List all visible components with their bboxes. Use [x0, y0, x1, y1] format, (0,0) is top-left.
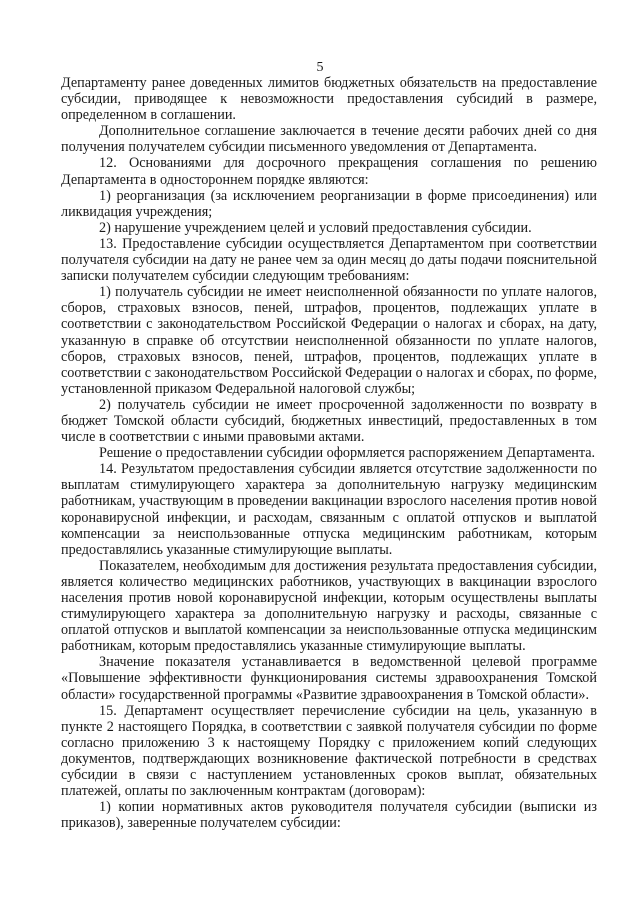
paragraph-additional-agreement: Дополнительное соглашение заключается в течение десяти рабочих дней со дня получения получателем субсидии письменного уведомления от Департамента. [61, 123, 597, 156]
paragraph-13-item-2: 2) получатель субсидии не имеет просроченной задолженности по возврату в бюджет Томской области субсидий, бюджетных инвестиций, предоставленных в том числе в соответствии с иными правовыми актами. [61, 396, 597, 446]
document-body [61, 75, 597, 831]
paragraph-15: 15. Департамент осуществляет перечисление субсидии на цель, указанную в пункте 2 настоящего Порядка, в соответствии с заявкой получателя субсидии по форме согласно приложению 3 к настоящему Порядку с приложением копий следующих документов, подтверждающих возникновение фактической потребности в средствах субсидии в связи с наступлением установленных сроков выплат, обязательных платежей, оплаты по заключенным контрактам (договорам): [61, 702, 597, 800]
page-number: 5 [316, 60, 324, 75]
paragraph-indicator: Показателем, необходимым для достижения результата предоставления субсидии, является количество медицинских работников, участвующих в вакцинации взрослого населения против новой коронавирусной инфекции, которым осуществлены выплаты стимулирующего характера за дополнительную нагрузку и расходы, связанные с оплатой отпусков и выплатой компенсации за неиспользованные отпуска медицинским работникам, которым предоставлялись указанные стимулирующие выплаты. [61, 557, 597, 655]
paragraph-indicator-value: Значение показателя устанавливается в ведомственной целевой программе «Повышение эффективности функционирования системы здравоохранения Томской области» государственной программы «Развитие здравоохранения в Томской области». [61, 654, 597, 703]
paragraph-12-item-1: 1) реорганизация (за исключением реорганизации в форме присоединения) или ликвидация учреждения; [61, 187, 597, 220]
paragraph-12-item-2: 2) нарушение учреждением целей и условий предоставления субсидии. [99, 219, 532, 236]
paragraph-12: 12. Основаниями для досрочного прекращения соглашения по решению Департамента в одностороннем порядке являются: [61, 155, 597, 188]
paragraph-14: 14. Результатом предоставления субсидии является отсутствие задолженности по выплатам стимулирующего характера за дополнительную нагрузку медицинским работникам, участвующим в проведении вакцинации взрослого населения против новой коронавирусной инфекции, и расходам, связанным с оплатой отпусков и выплатой компенсации за неиспользованные отпуска медицинским работникам, которым предоставлялись указанные стимулирующие выплаты. [61, 461, 597, 558]
paragraph-13-item-1: 1) получатель субсидии не имеет неисполненной обязанности по уплате налогов, сборов, страховых взносов, пеней, штрафов, процентов, подлежащих уплате в соответствии с законодательством Российской Федерации о налогах и сборах, на дату, указанную в справке об отсутствии неисполненной обязанности по уплате налогов, сборов, страховых взносов, пеней, штрафов, процентов, подлежащих уплате в соответствии с законодательством Российской Федерации о налогах и сборах, по форме, установленной приказом Федеральной налоговой службы; [61, 284, 597, 397]
paragraph-decision: Решение о предоставлении субсидии оформляется распоряжением Департамента. [99, 445, 596, 462]
paragraph-13: 13. Предоставление субсидии осуществляется Департаментом при соответствии получателя субсидии на дату не ранее чем за один месяц до даты подачи пояснительной записки получателем субсидии следующим требованиям: [61, 235, 597, 285]
paragraph-15-item-1: 1) копии нормативных актов руководителя получателя субсидии (выписки из приказов), заверенные получателем субсидии: [61, 799, 597, 832]
paragraph-continuation: Департаменту ранее доведенных лимитов бюджетных обязательств на предоставление субсидии, приводящее к невозможности предоставления субсидий в размере, определенном в соглашении. [61, 75, 597, 124]
